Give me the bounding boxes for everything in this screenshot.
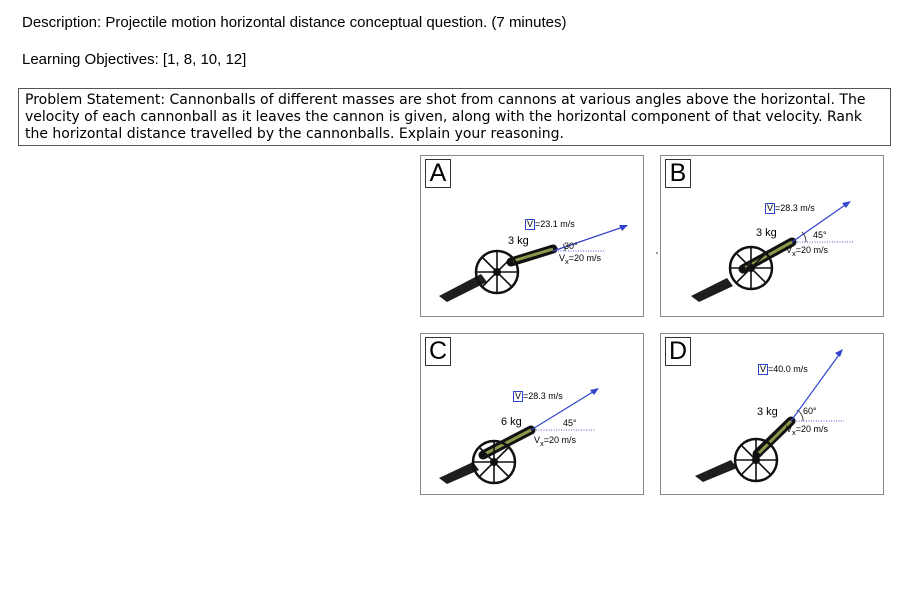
panel-c	[420, 333, 644, 495]
problem-statement-label: Problem Statement:	[25, 92, 166, 108]
panel-c-letter: C	[425, 337, 451, 366]
vx-subscript: x	[565, 256, 569, 266]
panel-d-mass: 3 kg	[757, 406, 778, 418]
vx-symbol: V	[534, 435, 541, 445]
vx-value: =20 m/s	[795, 245, 829, 255]
cannon-a-drawing	[421, 156, 645, 318]
panel-c-angle: 45°	[563, 418, 577, 428]
velocity-value: =28.3 m/s	[775, 203, 815, 213]
description-label: Description:	[22, 14, 102, 31]
vx-symbol: V	[786, 245, 793, 255]
panel-d	[660, 333, 884, 495]
panel-a-angle: 30°	[564, 241, 578, 251]
velocity-symbol: V	[527, 219, 534, 229]
panel-a-velocity	[525, 219, 575, 230]
panel-b-velocity	[765, 203, 815, 214]
stray-dot	[656, 252, 658, 254]
learning-objectives-line	[22, 51, 246, 68]
vx-subscript: x	[792, 427, 796, 437]
description-text: Projectile motion horizontal distance conceptual question. (7 minutes)	[105, 14, 567, 31]
panel-a-vx	[559, 253, 601, 267]
velocity-value: =23.1 m/s	[535, 219, 575, 229]
vx-subscript: x	[540, 438, 544, 448]
vx-symbol: V	[786, 424, 793, 434]
vx-value: =20 m/s	[795, 424, 829, 434]
panel-c-vx	[534, 435, 576, 449]
panel-b-vx	[786, 245, 828, 259]
learning-objectives-label: Learning Objectives:	[22, 51, 159, 68]
panel-a	[420, 155, 644, 317]
description-line	[22, 14, 566, 31]
panel-c-velocity	[513, 391, 563, 402]
panel-d-vx	[786, 424, 828, 438]
panel-b-angle: 45°	[813, 230, 827, 240]
learning-objectives-text: [1, 8, 10, 12]	[162, 51, 247, 68]
velocity-value: =40.0 m/s	[768, 364, 808, 374]
velocity-symbol: V	[767, 203, 774, 213]
panel-d-velocity	[758, 364, 808, 375]
vx-subscript: x	[792, 248, 796, 258]
problem-statement-box	[18, 88, 891, 146]
panel-d-angle: 60°	[803, 406, 817, 416]
panel-b-letter: B	[665, 159, 691, 188]
panel-d-letter: D	[665, 337, 691, 366]
panel-b-mass: 3 kg	[756, 227, 777, 239]
problem-statement-text: Cannonballs of different masses are shot from cannons at various angles above the horizontal. The velocity of each cannonball as it leaves the cannon is given, along with the horizontal component of that velocity. Rank the horizontal distance travelled by the cannonballs. Explain your reasoning.	[25, 92, 866, 142]
cannon-c-drawing	[421, 334, 645, 496]
panel-c-mass: 6 kg	[501, 416, 522, 428]
vx-symbol: V	[559, 253, 566, 263]
velocity-symbol: V	[515, 391, 522, 401]
panel-a-mass: 3 kg	[508, 235, 529, 247]
velocity-symbol: V	[760, 364, 767, 374]
velocity-value: =28.3 m/s	[523, 391, 563, 401]
vx-value: =20 m/s	[568, 253, 602, 263]
vx-value: =20 m/s	[543, 435, 577, 445]
panel-b	[660, 155, 884, 317]
panel-a-letter: A	[425, 159, 451, 188]
